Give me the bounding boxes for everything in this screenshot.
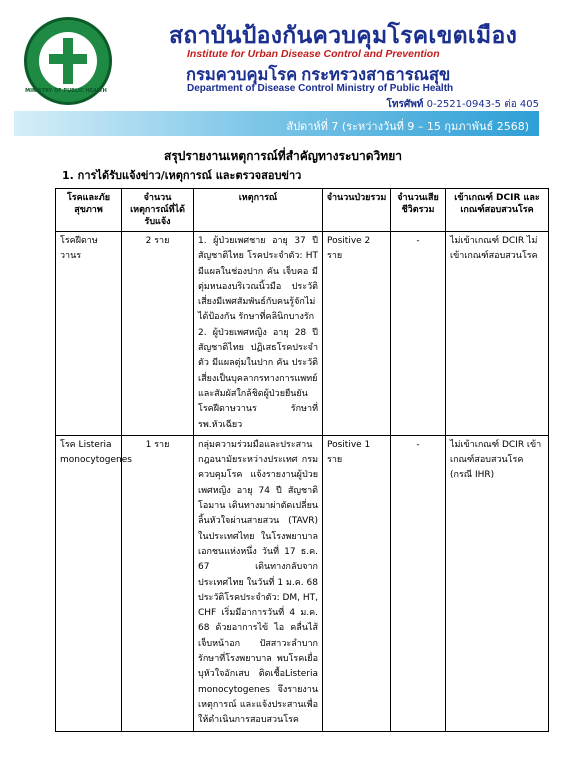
section-title: 1. การได้รับแจ้งข่าว/เหตุการณ์ และตรวจสอบข่าว bbox=[62, 169, 302, 182]
cell-deaths: - bbox=[391, 232, 446, 436]
department-english: Department of Disease Control Ministry of Public Health bbox=[187, 83, 454, 94]
report-title: สรุปรายงานเหตุการณ์ที่สำคัญทางระบาดวิทยา bbox=[164, 149, 402, 163]
logo-caption: MINISTRY OF PUBLIC HEALTH bbox=[25, 88, 107, 94]
header-criteria: เข้าเกณฑ์ DCIR และเกณฑ์สอบสวนโรค bbox=[446, 189, 549, 232]
table-header-row bbox=[56, 189, 549, 232]
institute-title-english: Institute for Urban Disease Control and Prevention bbox=[187, 48, 440, 60]
header-event: เหตุการณ์ bbox=[194, 189, 323, 232]
header-count: จำนวนเหตุการณ์ที่ได้รับแจ้ง bbox=[122, 189, 194, 232]
event-item: 1. ผู้ป่วยเพศชาย อายุ 37 ปี สัญชาติไทย โรคประจำตัว: HT มีแผลในช่องปาก คัน เจ็บคอ มีตุ่มหนองบริเวณนิ้วมือ ประวัติเสี่ยงมีเพศสัมพันธ์กับคนรู้จักไม่ได้ป้องกัน รักษาที่คลินิกบางรัก bbox=[198, 236, 318, 323]
letterhead bbox=[14, 10, 539, 136]
cell-count: 1 ราย bbox=[122, 435, 194, 731]
cell-disease: โรค Listeria monocytogenes bbox=[56, 435, 122, 731]
cell-event bbox=[194, 232, 323, 436]
header-disease: โรคและภัยสุขภาพ bbox=[56, 189, 122, 232]
header-cases: จำนวนป่วยรวม bbox=[323, 189, 391, 232]
event-item: กลุ่มความร่วมมือและประสานกฎอนามัยระหว่างประเทศ กรมควบคุมโรค แจ้งรายงานผู้ป่วยเพศหญิง อายุ 74 ปี สัญชาติโอมาน เดินทางมาผ่าตัดเปลี่ยนลิ้นหัวใจผ่านสายสวน (TAVR) ในประเทศไทย ในโรงพยาบาลเอกชนแห่งหนึ่ง วันที่ 17 ธ.ค. 67 เดินทางกลับจากประเทศไทย ในวันที่ 1 ม.ค. 68 ประวัติโรคประจำตัว: DM, HT, CHF เริ่มมีอาการวันที่ 4 ม.ค. 68 ด้วยอาการไข้ ไอ คลื่นไส้ เจ็บหน้าอก ปัสสาวะลำบาก รักษาที่โรงพยาบาล พบโรคเยื่อบุหัวใจอักเสบ ติดเชื้อListeria monocytogenes จึงรายงานเหตุการณ์ และแจ้งประสานเพื่อให้ดำเนินการสอบสวนโรค bbox=[198, 439, 319, 726]
table-row bbox=[56, 232, 549, 436]
event-item: 2. ผู้ป่วยเพศหญิง อายุ 28 ปี สัญชาติไทย ปฏิเสธโรคประจำตัว มีแผลตุ่มในปาก คัน ประวัติเสี่ยงเป็นบุคลากรทางการแพทย์และสัมผัสใกล้ชิดผู้ป่วยยืนยันโรคฝีดาษวานร รักษาที่รพ.หัวเฉียว bbox=[198, 327, 318, 430]
header-deaths: จำนวนเสียชีวิตรวม bbox=[391, 189, 446, 232]
phone-number: 0-2521-0943-5 ต่อ 405 bbox=[426, 99, 539, 110]
cell-cases: Positive 2 ราย bbox=[323, 232, 391, 436]
phone-label: โทรศัพท์ bbox=[386, 99, 424, 110]
table-row bbox=[56, 435, 549, 731]
department-thai: กรมควบคุมโรค กระทรวงสาธารณสุข bbox=[186, 65, 451, 84]
institute-title-thai: สถาบันป้องกันควบคุมโรคเขตเมือง bbox=[169, 23, 518, 48]
event-table bbox=[55, 188, 549, 732]
cell-deaths: - bbox=[391, 435, 446, 731]
week-range: สัปดาห์ที่ 7 (ระหว่างวันที่ 9 – 15 กุมภาพันธ์ 2568) bbox=[286, 120, 529, 133]
cell-criteria: ไม่เข้าเกณฑ์ DCIR เข้าเกณฑ์สอบสวนโรค (กรณี IHR) bbox=[446, 435, 549, 731]
cell-count: 2 ราย bbox=[122, 232, 194, 436]
cell-disease: โรคฝีดาษวานร bbox=[56, 232, 122, 436]
cell-cases: Positive 1 ราย bbox=[323, 435, 391, 731]
phone-line bbox=[387, 97, 539, 112]
cell-criteria: ไม่เข้าเกณฑ์ DCIR ไม่เข้าเกณฑ์สอบสวนโรค bbox=[446, 232, 549, 436]
cell-event bbox=[194, 435, 323, 731]
